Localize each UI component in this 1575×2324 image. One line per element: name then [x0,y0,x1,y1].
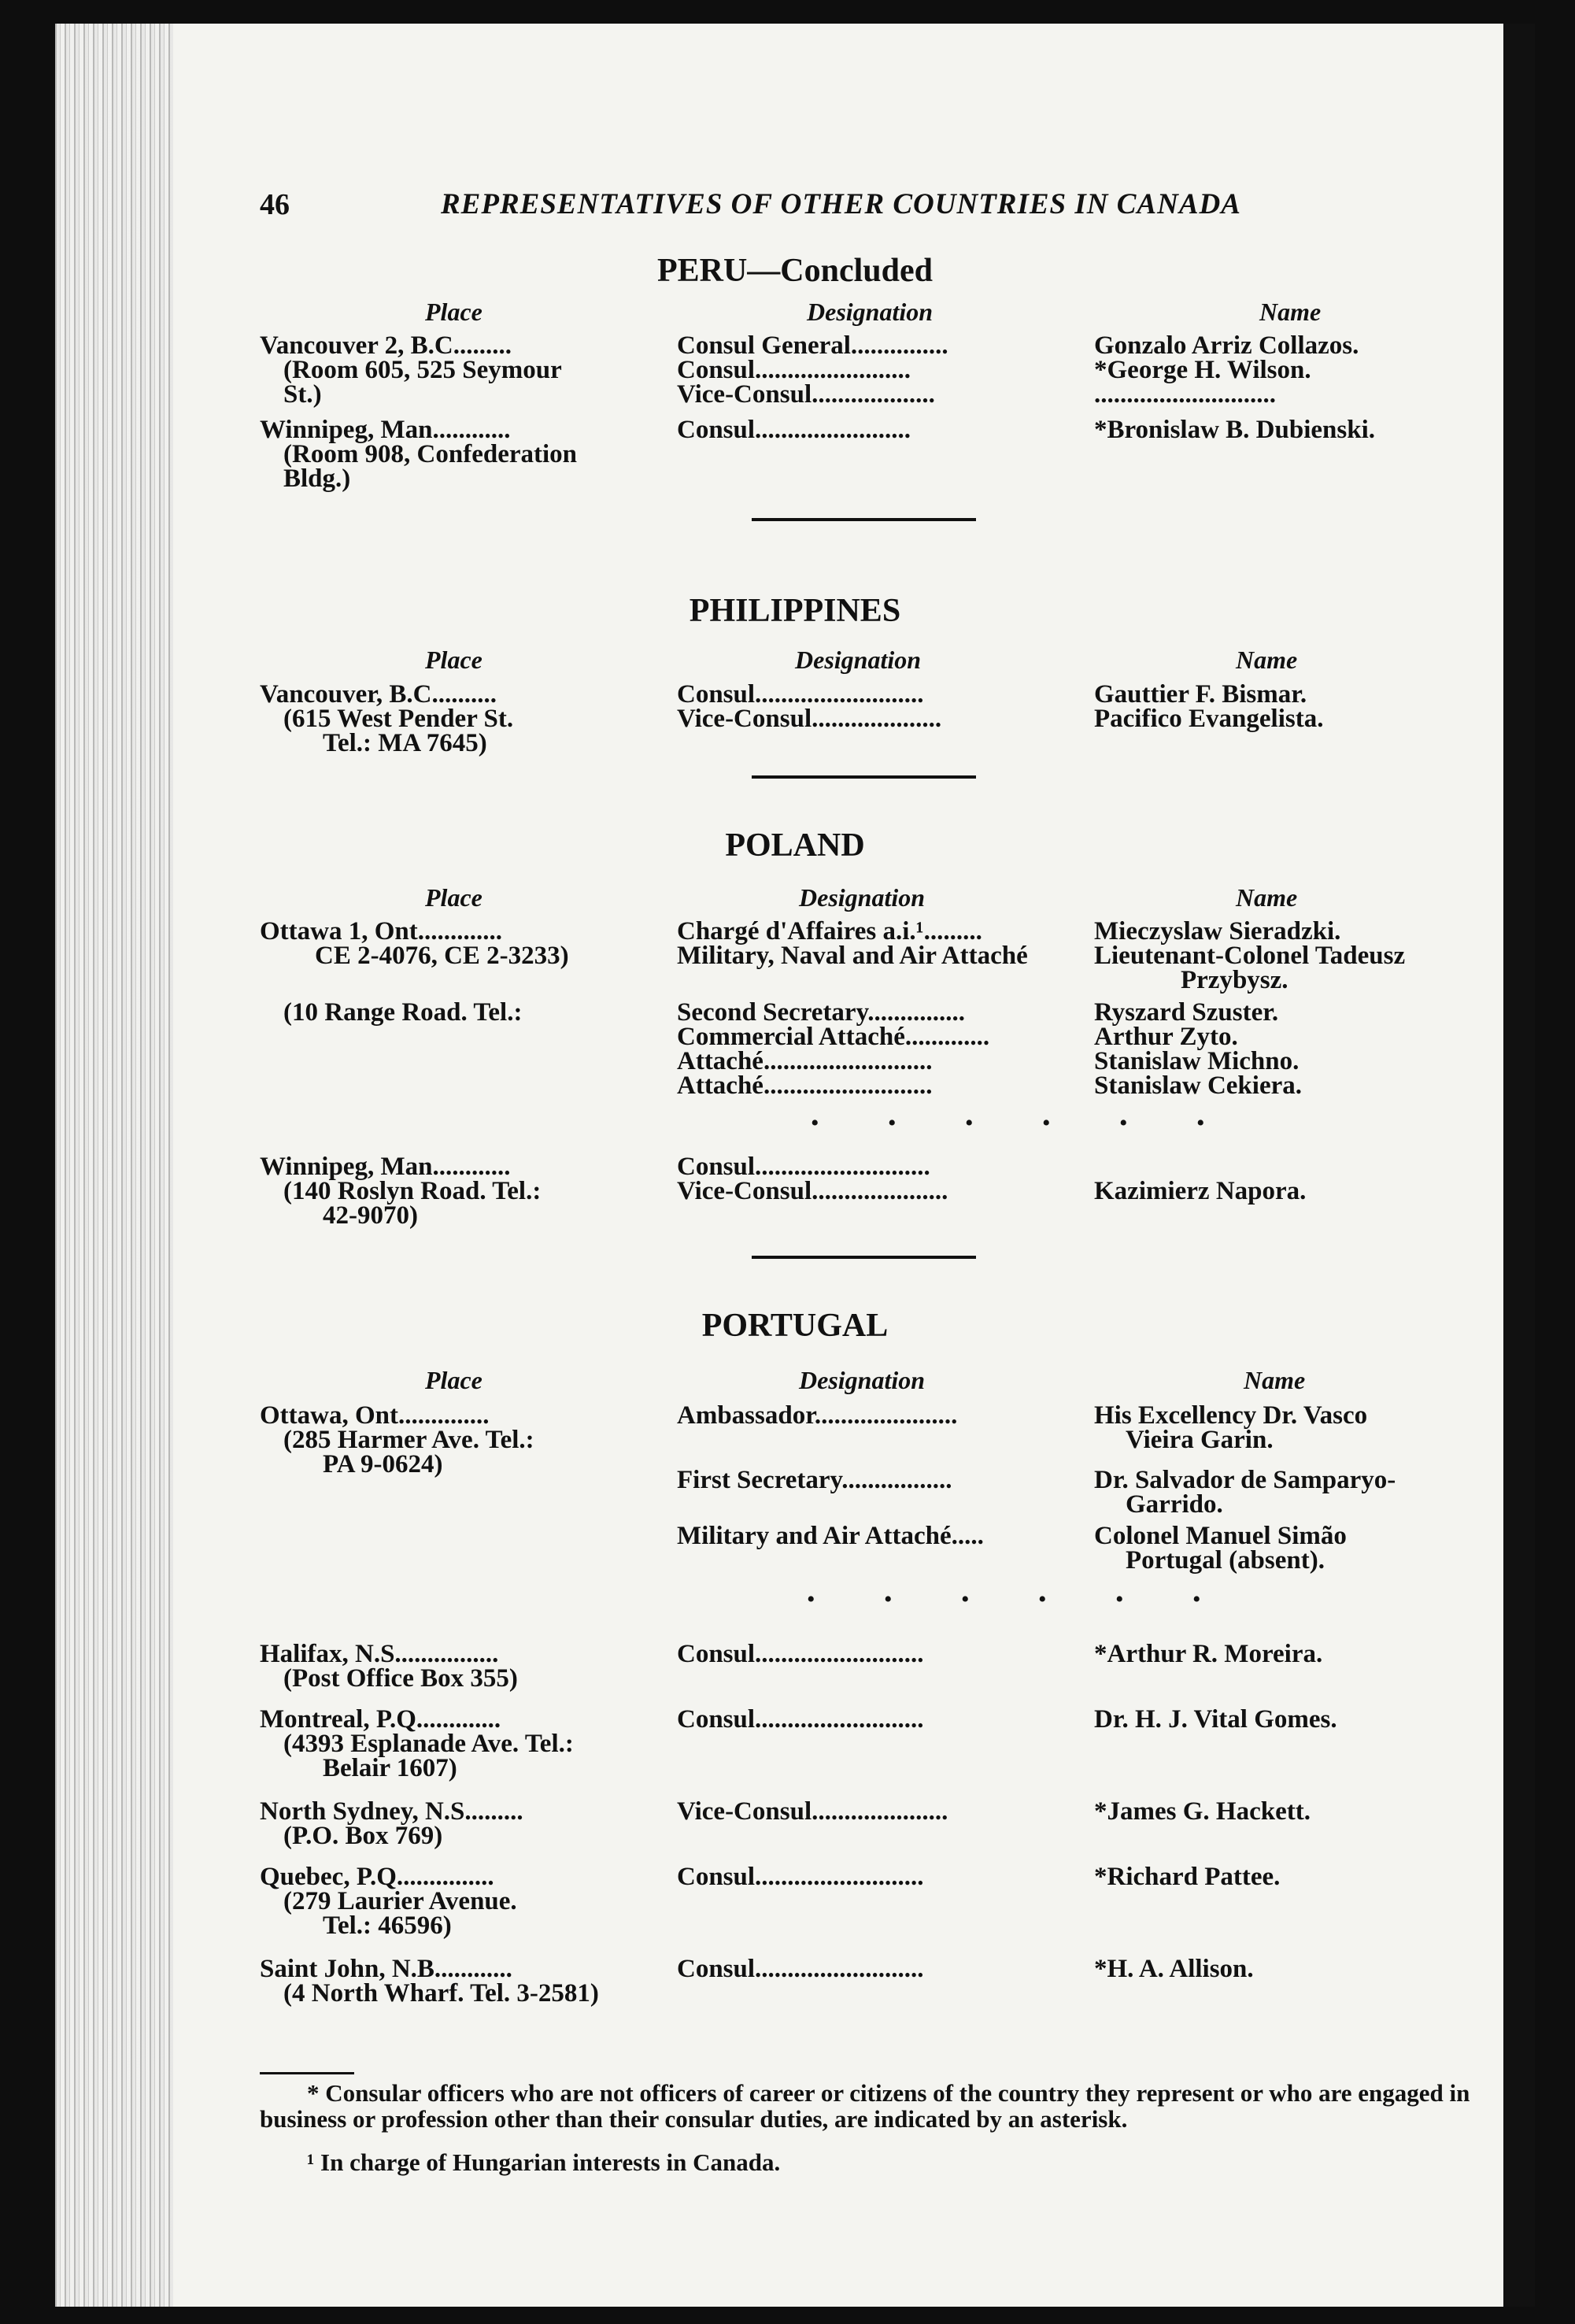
port-name-6: *Arthur R. Moreira. [1094,1640,1323,1668]
port-place-2: PA 9-0624) [323,1450,443,1478]
pol-desig-6: Attaché.......................... [677,1071,933,1100]
port-name-16: *H. A. Allison. [1094,1955,1254,1983]
port-name-2: Dr. Salvador de Samparyo- [1094,1466,1396,1494]
country-title-poland: POLAND [725,827,865,864]
pol-name-1: Lieutenant-Colonel Tadeusz [1094,942,1406,970]
pol-place-3: (10 Range Road. Tel.: [283,998,523,1027]
phil-name-0: Gauttier F. Bismar. [1094,680,1307,709]
port-place-10: Belair 1607) [323,1754,457,1782]
pol-desig-5: Attaché.......................... [677,1047,933,1075]
country-title-peru: PERU—Concluded [656,253,934,289]
peru-desig-0: Consul General............... [677,331,948,360]
port-name-3: Garrido. [1126,1490,1223,1519]
running-title: REPRESENTATIVES OF OTHER COUNTRIES IN CANADA [441,188,1241,220]
port-place-8: Montreal, P.Q............. [260,1705,501,1734]
peru-place-2: St.) [283,380,322,409]
col-designation: Designation [799,883,926,912]
section-rule [752,1256,976,1259]
pol-desig-4: Commercial Attaché............. [677,1023,990,1051]
port-place-13: Quebec, P.Q............... [260,1863,494,1891]
country-title-philippines: PHILIPPINES [689,593,901,629]
col-name: Name [1244,1366,1306,1394]
col-designation: Designation [799,1366,926,1394]
pol-place-8: (140 Roslyn Road. Tel.: [283,1177,542,1205]
port-place-1: (285 Harmer Ave. Tel.: [283,1426,534,1454]
port-name-4: Colonel Manuel Simão [1094,1522,1347,1550]
page-edge-shadow [1503,24,1535,2307]
col-name: Name [1236,883,1298,912]
pol-place-7: Winnipeg, Man............ [260,1153,511,1181]
pol-place-1: CE 2-4076, CE 2-3233) [315,942,569,970]
col-designation: Designation [807,298,934,326]
peru-desig-3: Consul........................ [677,416,911,444]
phil-place-1: (615 West Pender St. [283,705,514,733]
port-place-16: Saint John, N.B............ [260,1955,512,1983]
port-place-14: (279 Laurier Avenue. [283,1887,517,1915]
port-place-6: Halifax, N.S................ [260,1640,499,1668]
port-desig-6: Consul.......................... [677,1640,924,1668]
port-desig-13: Consul.......................... [677,1863,924,1891]
port-desig-4: Military and Air Attaché..... [677,1522,984,1550]
footnote-asterisk: * Consular officers who are not officers of career or citizens of the country they represent or who are engaged in business or profession other than their consular duties, are indicated by an asterisk. [260,2079,1470,2133]
port-place-12: (P.O. Box 769) [283,1822,443,1850]
port-desig-16: Consul.......................... [677,1955,924,1983]
peru-name-3: *Bronislaw B. Dubienski. [1094,416,1376,444]
col-place: Place [425,298,482,326]
scanned-page [55,24,1535,2307]
peru-desig-2: Vice-Consul................... [677,380,935,409]
pol-desig-7: Consul........................... [677,1153,930,1181]
col-name: Name [1259,298,1322,326]
phil-place-0: Vancouver, B.C.......... [260,680,497,709]
pol-place-0: Ottawa 1, Ont............. [260,917,502,946]
peru-place-3: Winnipeg, Man............ [260,416,511,444]
separator-bullets: • • • • • • [807,1586,1233,1612]
pol-place-9: 42-9070) [323,1201,418,1230]
col-name: Name [1236,646,1298,674]
phil-place-2: Tel.: MA 7645) [323,729,487,757]
phil-desig-0: Consul.......................... [677,680,924,709]
port-desig-2: First Secretary................. [677,1466,952,1494]
pol-name-4: Arthur Zyto. [1094,1023,1238,1051]
port-place-11: North Sydney, N.S......... [260,1797,523,1826]
pol-name-2: Przybysz. [1181,966,1288,994]
port-desig-11: Vice-Consul..................... [677,1797,948,1826]
peru-place-5: Bldg.) [283,464,351,493]
page-number: 46 [260,188,290,221]
peru-desig-1: Consul........................ [677,356,911,384]
phil-desig-1: Vice-Consul.................... [677,705,942,733]
section-rule [752,775,976,779]
footnote-one: ¹ In charge of Hungarian interests in Canada. [307,2148,781,2176]
pol-name-5: Stanislaw Michno. [1094,1047,1300,1075]
port-place-15: Tel.: 46596) [323,1911,452,1940]
pol-name-3: Ryszard Szuster. [1094,998,1279,1027]
port-desig-0: Ambassador...................... [677,1401,958,1430]
peru-name-1: *George H. Wilson. [1094,356,1311,384]
pol-name-8: Kazimierz Napora. [1094,1177,1307,1205]
pol-desig-0: Chargé d'Affaires a.i.¹......... [677,917,982,946]
port-name-11: *James G. Hackett. [1094,1797,1311,1826]
port-name-1: Vieira Garin. [1126,1426,1274,1454]
port-place-17: (4 North Wharf. Tel. 3-2581) [283,1979,599,2008]
country-title-portugal: PORTUGAL [701,1308,889,1344]
peru-name-2: ............................ [1094,380,1276,409]
pol-name-0: Mieczyslaw Sieradzki. [1094,917,1341,946]
col-place: Place [425,1366,482,1394]
port-name-8: Dr. H. J. Vital Gomes. [1094,1705,1337,1734]
port-place-9: (4393 Esplanade Ave. Tel.: [283,1730,574,1758]
peru-place-1: (Room 605, 525 Seymour [283,356,562,384]
footnote-rule [260,2072,354,2074]
port-name-5: Portugal (absent). [1126,1546,1325,1575]
port-desig-8: Consul.......................... [677,1705,924,1734]
port-name-0: His Excellency Dr. Vasco [1094,1401,1368,1430]
port-place-0: Ottawa, Ont.............. [260,1401,490,1430]
pol-desig-8: Vice-Consul..................... [677,1177,948,1205]
peru-place-4: (Room 908, Confederation [283,440,578,468]
port-name-13: *Richard Pattee. [1094,1863,1281,1891]
page-content [55,24,1535,2307]
pol-desig-1: Military, Naval and Air Attaché [677,942,1028,970]
phil-name-1: Pacifico Evangelista. [1094,705,1324,733]
section-rule [752,518,976,521]
pol-desig-3: Second Secretary............... [677,998,966,1027]
pol-name-6: Stanislaw Cekiera. [1094,1071,1302,1100]
col-place: Place [425,883,482,912]
peru-place-0: Vancouver 2, B.C......... [260,331,512,360]
separator-bullets: • • • • • • [811,1110,1237,1136]
port-place-7: (Post Office Box 355) [283,1664,518,1693]
peru-name-0: Gonzalo Arriz Collazos. [1094,331,1359,360]
col-designation: Designation [795,646,922,674]
col-place: Place [425,646,482,674]
